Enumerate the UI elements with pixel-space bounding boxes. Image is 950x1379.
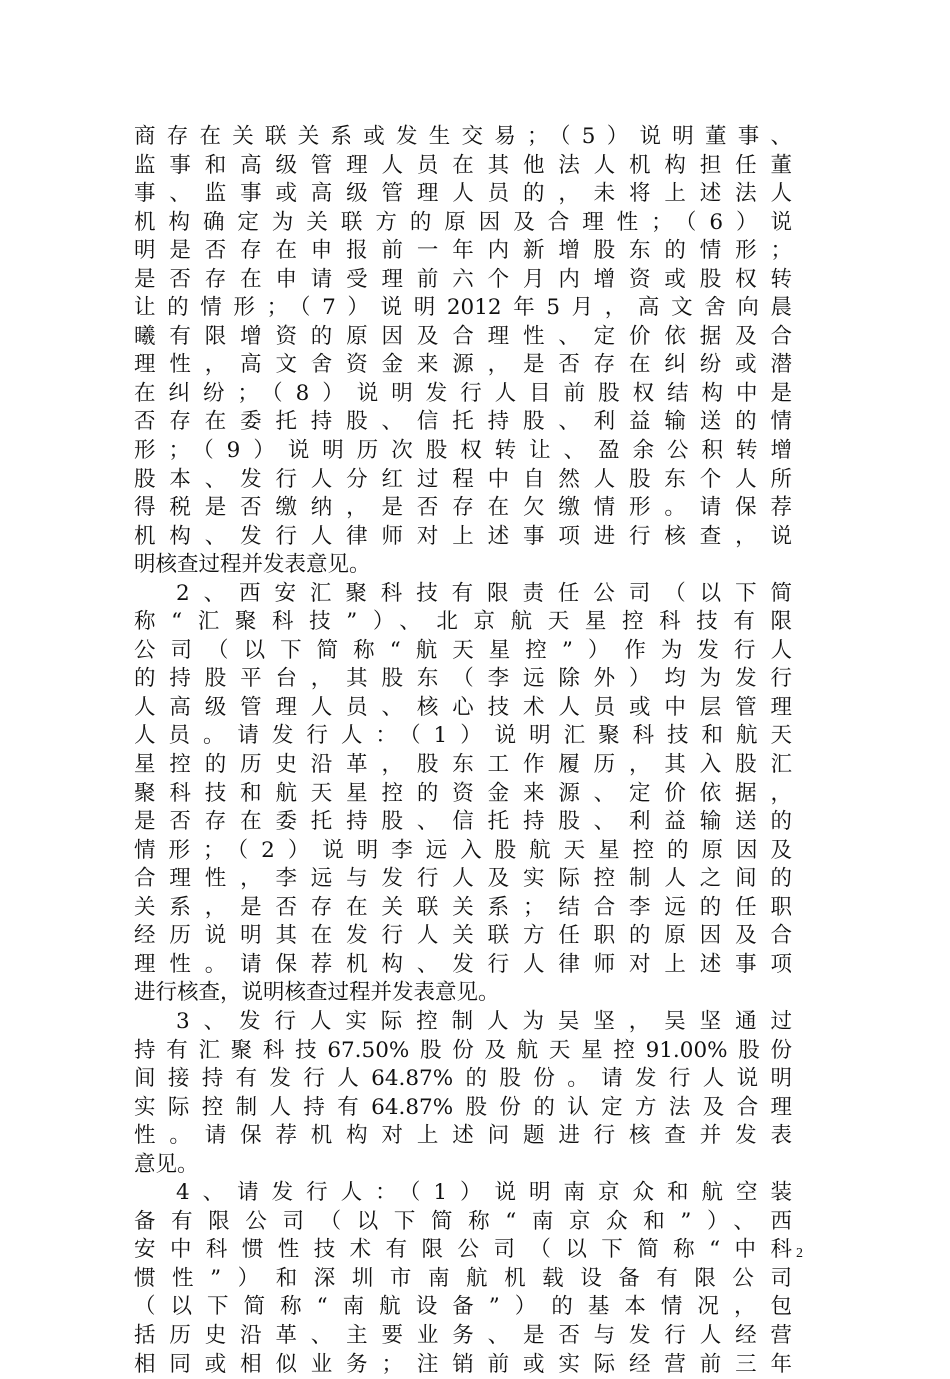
text-line: 明核查过程并发表意见。 (134, 552, 371, 578)
text-line: 4、请发行人：（1）说明南京众和航空装 (176, 1180, 792, 1206)
text-line: 理性，高文舍资金来源，是否存在纠纷或潜 (134, 352, 792, 378)
text-line: 让的情形；（7）说明2012年5月，高文舍向晨 (134, 295, 792, 321)
text-line: 在纠纷；（8）说明发行人目前股权结构中是 (134, 380, 792, 406)
text-line: 股本、发行人分红过程中自然人股东个人所 (134, 466, 792, 492)
text-line: 是否存在申请受理前六个月内增资或股权转 (134, 266, 792, 292)
text-line: 得税是否缴纳，是否存在欠缴情形。请保荐 (134, 495, 792, 521)
text-line: 曦有限增资的原因及合理性、定价依据及合 (134, 323, 792, 349)
text-line: 3、发行人实际控制人为吴坚，吴坚通过 (176, 1008, 792, 1034)
text-line: 相同或相似业务；注销前或实际经营前三年 (134, 1351, 792, 1377)
text-line: 机构、发行人律师对上述事项进行核查，说 (134, 523, 792, 549)
text-line: 人员。请发行人：（1）说明汇聚科技和航天 (134, 723, 792, 749)
text-line: （以下简称“南航设备”）的基本情况，包 (134, 1294, 792, 1320)
text-line: 间接持有发行人64.87%的股份。请发行人说明 (134, 1066, 792, 1092)
body-text (134, 123, 792, 1379)
text-line: 公司（以下简称“航天星控”）作为发行人 (134, 637, 792, 663)
text-line: 括历史沿革、主要业务、是否与发行人经营 (134, 1322, 792, 1348)
page-number: 2 (796, 1246, 803, 1261)
text-line: 性。请保荐机构对上述问题进行核查并发表 (134, 1123, 792, 1149)
text-line: 否存在委托持股、信托持股、利益输送的情 (134, 409, 792, 435)
text-line: 聚科技和航天星控的资金来源、定价依据， (134, 780, 792, 806)
text-line: 意见。 (134, 1151, 199, 1177)
text-line: 持有汇聚科技67.50%股份及航天星控91.00%股份 (134, 1037, 792, 1063)
text-line: 经历说明其在发行人关联方任职的原因及合 (134, 923, 792, 949)
text-line: 监事和高级管理人员在其他法人机构担任董 (134, 152, 792, 178)
text-line: 商存在关联关系或发生交易；（5）说明董事、 (134, 124, 792, 149)
text-line: 实际控制人持有64.87%股份的认定方法及合理 (134, 1094, 792, 1120)
text-line: 事、监事或高级管理人员的，未将上述法人 (134, 181, 792, 207)
text-line: 明是否存在申报前一年内新增股东的情形； (134, 238, 792, 264)
text-line: 理性。请保荐机构、发行人律师对上述事项 (134, 951, 792, 977)
text-line: 的持股平台，其股东（李远除外）均为发行 (134, 666, 792, 692)
text-line: 惯性”）和深圳市南航机载设备有限公司 (134, 1265, 792, 1291)
text-line: 是否存在委托持股、信托持股、利益输送的 (134, 809, 792, 835)
text-line: 称“汇聚科技”）、北京航天星控科技有限 (134, 609, 792, 635)
text-line: 2、西安汇聚科技有限责任公司（以下简 (176, 580, 792, 606)
text-line: 机构确定为关联方的原因及合理性；（6）说 (134, 209, 792, 235)
text-line: 安中科惯性技术有限公司（以下简称“中科 (134, 1237, 792, 1263)
text-line: 关系，是否存在关联关系；结合李远的任职 (134, 894, 792, 920)
text-line: 合理性，李远与发行人及实际控制人之间的 (134, 866, 792, 892)
text-line: 备有限公司（以下简称“南京众和”）、西 (134, 1208, 792, 1234)
text-line: 情形；（2）说明李远入股航天星控的原因及 (134, 837, 792, 863)
text-line: 人高级管理人员、核心技术人员或中层管理 (134, 694, 792, 720)
text-line: 形；（9）说明历次股权转让、盈余公积转增 (134, 438, 792, 464)
text-line: 星控的历史沿革，股东工作履历，其入股汇 (134, 752, 792, 778)
text-line: 进行核查，说明核查过程并发表意见。 (134, 980, 500, 1006)
